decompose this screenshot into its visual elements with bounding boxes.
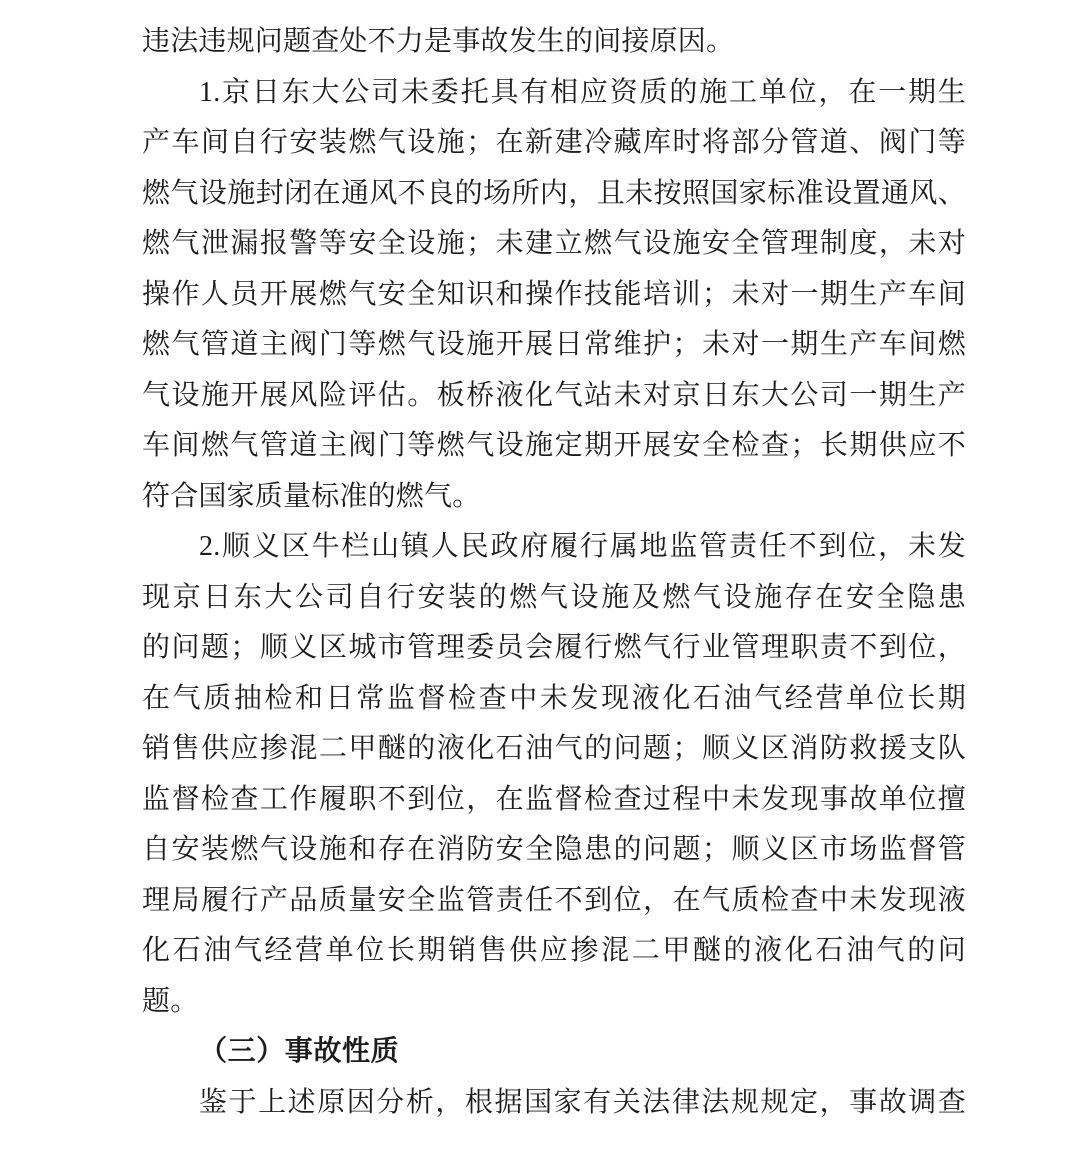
text-line: 燃气设施封闭在通风不良的场所内，且未按照国家标准设置通风、 bbox=[142, 177, 966, 209]
paragraph bbox=[142, 522, 966, 1027]
text-line: 监督检查工作履职不到位，在监督检查过程中未发现事故单位擅 bbox=[142, 783, 966, 815]
paragraph bbox=[142, 17, 966, 68]
text-line: 化石油气经营单位长期销售供应掺混二甲醚的液化石油气的问 bbox=[142, 935, 966, 966]
text-line: 2.顺义区牛栏山镇人民政府履行属地监管责任不到位，未发 bbox=[199, 531, 966, 562]
text-line: 1.京日东大公司未委托具有相应资质的施工单位，在一期生 bbox=[199, 76, 966, 108]
paragraph bbox=[142, 68, 966, 523]
text-line: 操作人员开展燃气安全知识和操作技能培训；未对一期生产车间 bbox=[142, 278, 966, 310]
text-line: 燃气管道主阀门等燃气设施开展日常维护；未对一期生产车间燃 bbox=[142, 329, 966, 360]
text-line: 鉴于上述原因分析，根据国家有关法律法规规定，事故调查 bbox=[199, 1086, 966, 1118]
text-line: 符合国家质量标准的燃气。 bbox=[142, 480, 481, 512]
text-line: 产车间自行安装燃气设施；在新建冷藏库时将部分管道、阀门等 bbox=[142, 127, 966, 158]
document-content bbox=[142, 17, 966, 1128]
text-line: 销售供应掺混二甲醚的液化石油气的问题；顺义区消防救援支队 bbox=[142, 733, 966, 764]
text-line: （三）事故性质 bbox=[199, 1036, 400, 1067]
text-line: 气设施开展风险评估。板桥液化气站未对京日东大公司一期生产 bbox=[142, 379, 966, 411]
text-line: 燃气泄漏报警等安全设施；未建立燃气设施安全管理制度，未对 bbox=[142, 228, 966, 259]
section-heading bbox=[142, 1027, 966, 1078]
text-line: 车间燃气管道主阀门等燃气设施定期开展安全检查；长期供应不 bbox=[142, 430, 966, 461]
paragraph bbox=[142, 1078, 966, 1129]
text-line: 自安装燃气设施和存在消防安全隐患的问题；顺义区市场监督管 bbox=[142, 834, 966, 865]
text-line: 违法违规问题查处不力是事故发生的间接原因。 bbox=[142, 26, 735, 57]
text-line: 题。 bbox=[142, 985, 199, 1017]
text-line: 的问题；顺义区城市管理委员会履行燃气行业管理职责不到位， bbox=[142, 632, 966, 663]
text-line: 理局履行产品质量安全监管责任不到位，在气质检查中未发现液 bbox=[142, 884, 966, 916]
text-line: 在气质抽检和日常监督检查中未发现液化石油气经营单位长期 bbox=[142, 682, 966, 714]
text-line: 现京日东大公司自行安装的燃气设施及燃气设施存在安全隐患 bbox=[142, 581, 966, 613]
